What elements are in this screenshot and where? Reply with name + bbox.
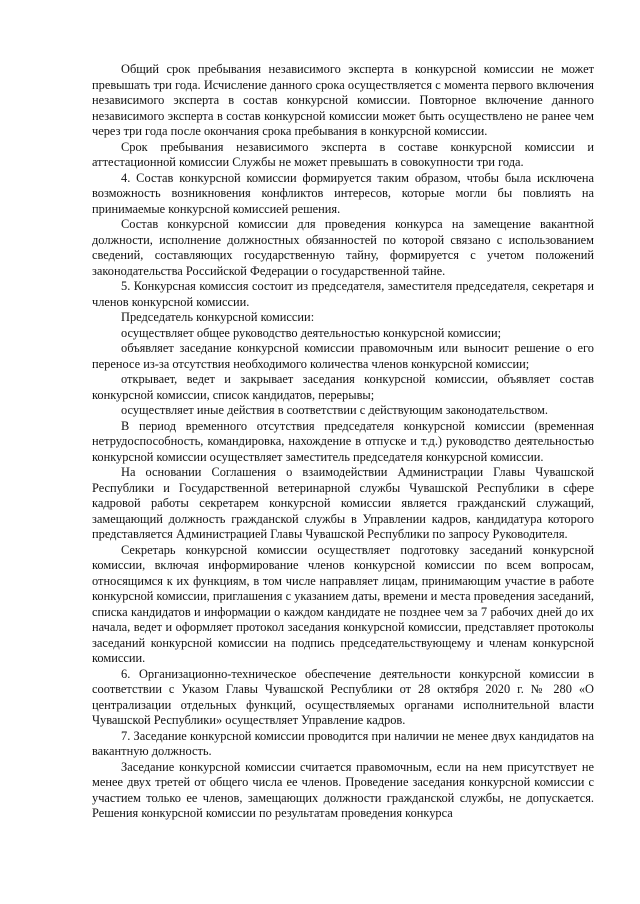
paragraph-6-technical-support: 6. Организационно-техническое обеспечение деятельности конкурсной комиссии в соответствии с Указом Главы Чувашской Республики от 28 октября 2020 г. № 280 «О централизации отдельных функций, осуществляемых органами исполнительной власти Чувашской Республики» осуществляет Управление кадров. bbox=[92, 666, 594, 727]
document-page bbox=[92, 62, 594, 822]
paragraph-chairman-heading: Председатель конкурсной комиссии: bbox=[121, 310, 315, 324]
paragraph-state-secret: Состав конкурсной комиссии для проведения конкурса на замещение вакантной должности, исполнение должностных обязанностей по которой связано с использованием сведений, составляющих государственную тайну, формируется с учетом положений законодательства Российской Федерации о государственной тайне. bbox=[92, 217, 594, 278]
paragraph-chairman-duty-1: осуществляет общее руководство деятельностью конкурсной комиссии; bbox=[121, 325, 502, 340]
paragraph-5-composition: 5. Конкурсная комиссия состоит из председателя, заместителя председателя, секретаря и членов конкурсной комиссии. bbox=[92, 279, 594, 309]
paragraph-chairman-duty-2: объявляет заседание конкурсной комиссии правомочным или выносит решение о его переносе из-за отсутствия необходимого количества членов конкурсной комиссии; bbox=[92, 341, 594, 371]
paragraph-secretary-duties: Секретарь конкурсной комиссии осуществляет подготовку заседаний конкурсной комиссии, включая информирование членов конкурсной комиссии по всем вопросам, относящимся к их функциям, в том числе направляет лицам, принимающим участие в работе конкурсной комиссии, приглашения с указанием даты, времени и места проведения заседаний, списка кандидатов и информации о каждом кандидате не позднее чем за 7 рабочих дней до их начала, ведет и оформляет протокол заседания конкурсной комиссии, представляет протоколы заседаний конкурсной комиссии на подпись председательствующему и членам конкурсной комиссии. bbox=[92, 542, 594, 665]
paragraph-chairman-duty-3: открывает, ведет и закрывает заседания конкурсной комиссии, объявляет состав конкурсной комиссии, список кандидатов, перерывы; bbox=[92, 372, 594, 402]
paragraph-secretary-appointment: На основании Соглашения о взаимодействии Администрации Главы Чувашской Республики и Государственной ветеринарной службы Чувашской Республики в сфере кадровой работы секретарем конкурсной комиссии является гражданский служащий, замещающий должность гражданской службы в Управлении кадров, кандидатура которого представляется Администрацией Главы Чувашской Республики по запросу Руководителя. bbox=[92, 465, 594, 541]
paragraph-expert-term: Общий срок пребывания независимого эксперта в конкурсной комиссии не может превышать три года. Исчисление данного срока осуществляется с момента первого включения независимого эксперта в состав конкурсной комиссии. Повторное включение данного независимого эксперта в состав конкурсной комиссии может быть осуществлено не ранее чем через три года после окончания срока пребывания в конкурсной комиссии. bbox=[92, 62, 594, 138]
paragraph-7-meeting-quorum: 7. Заседание конкурсной комиссии проводится при наличии не менее двух кандидатов на вакантную должность. bbox=[92, 728, 594, 758]
paragraph-4-conflict-of-interest: 4. Состав конкурсной комиссии формируется таким образом, чтобы была исключена возможность возникновения конфликтов интересов, которые могли бы повлиять на принимаемые конкурсной комиссией решения. bbox=[92, 170, 594, 216]
paragraph-meeting-validity: Заседание конкурсной комиссии считается правомочным, если на нем присутствует не менее двух третей от общего числа ее членов. Проведение заседания конкурсной комиссии с участием только ее членов, замещающих должности гражданской службы, не допускается. Решения конкурсной комиссии по результатам проведения конкурса bbox=[92, 759, 594, 820]
paragraph-expert-total-term: Срок пребывания независимого эксперта в составе конкурсной комиссии и аттестационной комиссии Службы не может превышать в совокупности три года. bbox=[92, 139, 594, 169]
paragraph-deputy-chairman: В период временного отсутствия председателя конкурсной комиссии (временная нетрудоспособность, командировка, нахождение в отпуске и т.д.) руководство деятельностью конкурсной комиссии осуществляет заместитель председателя конкурсной комиссии. bbox=[92, 418, 594, 464]
paragraph-chairman-duty-4: осуществляет иные действия в соответствии с действующим законодательством. bbox=[121, 403, 548, 417]
